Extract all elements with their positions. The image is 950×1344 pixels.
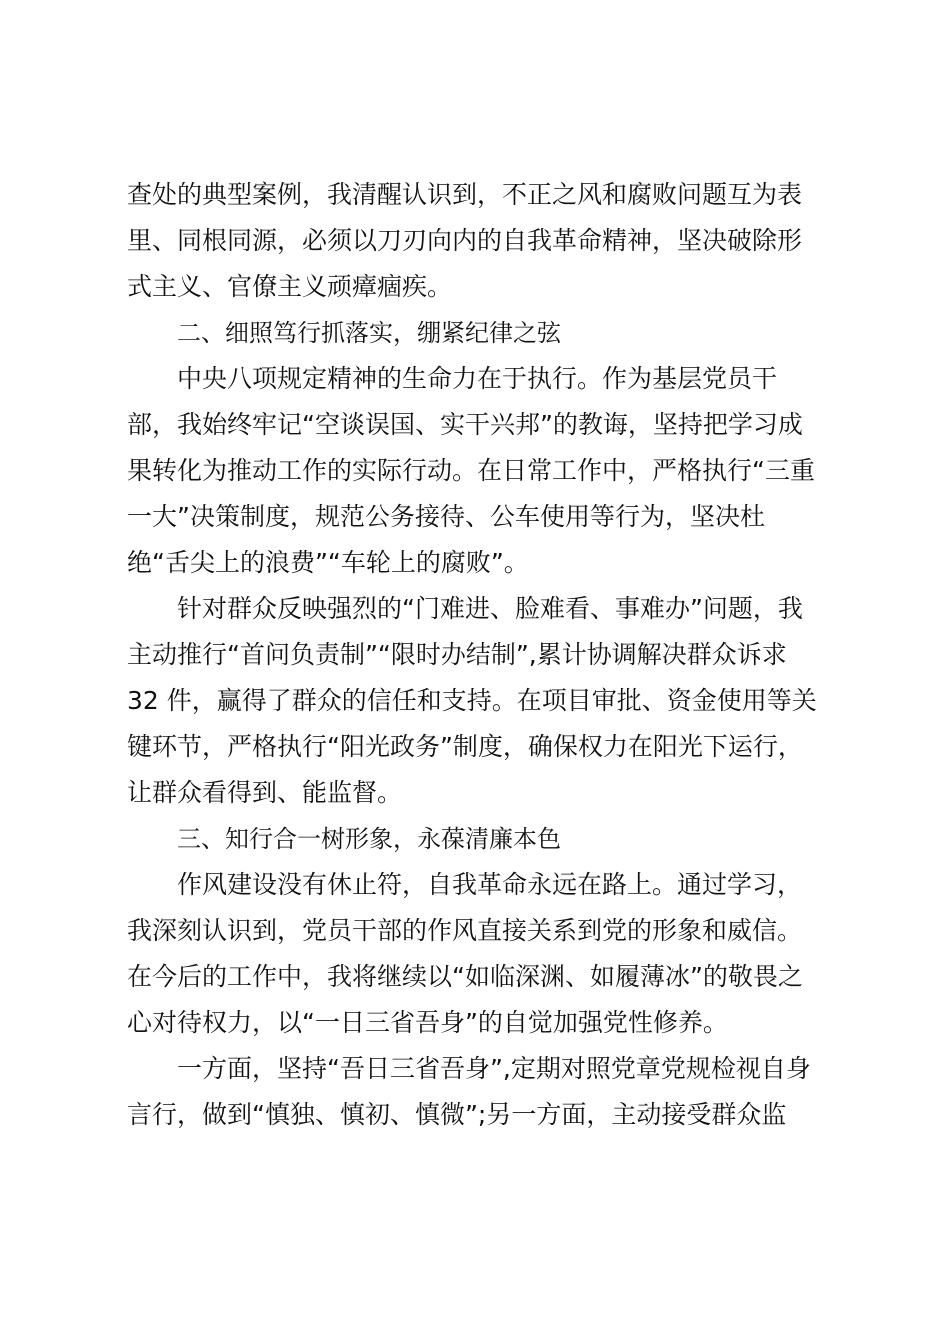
section-heading-2: 二、细照笃行抓落实，绷紧纪律之弦 xyxy=(177,319,561,347)
section-heading-3: 三、知行合一树形象，永葆清廉本色 xyxy=(177,825,561,853)
paragraph-3 xyxy=(127,586,832,816)
text-line: 里、同根同源，必须以刀刃向内的自我革命精神，坚决破除形 xyxy=(127,226,803,255)
text-line: 键环节，严格执行“阳光政务”制度，确保权力在阳光下运行， xyxy=(127,732,803,761)
paragraph-4 xyxy=(127,862,832,1046)
text-line: 我深刻认识到，党员干部的作风直接关系到党的形象和威信。 xyxy=(127,916,803,945)
text-line: 式主义、官僚主义顽瘴痼疾。 xyxy=(127,272,453,301)
document-body xyxy=(127,172,832,1138)
text-line: 作风建设没有休止符，自我革命永远在路上。通过学习， xyxy=(177,870,803,899)
text-line: 绝“舌尖上的浪费”“车轮上的腐败”。 xyxy=(127,548,529,577)
paragraph-2 xyxy=(127,356,832,586)
text-line: 主动推行“首问负责制”“限时办结制”,累计协调解决群众诉求 xyxy=(127,640,787,669)
text-line: 中央八项规定精神的生命力在于执行。作为基层党员干 xyxy=(177,364,778,393)
text-line: 一大”决策制度，规范公务接待、公车使用等行为，坚决杜 xyxy=(127,502,765,531)
text-line: 在今后的工作中，我将继续以“如临深渊、如履薄冰”的敬畏之 xyxy=(127,962,803,991)
text-line: 让群众看得到、能监督。 xyxy=(127,778,403,807)
text-line: 言行，做到“慎独、慎初、慎微”;另一方面，主动接受群众监 xyxy=(127,1100,787,1129)
text-line: 心对待权力，以“一日三省吾身”的自觉加强党性修养。 xyxy=(127,1008,728,1037)
paragraph-5 xyxy=(127,1046,832,1138)
text-line: 32 件，赢得了群众的信任和支持。在项目审批、资金使用等关 xyxy=(127,686,817,715)
text-line: 一方面，坚持“吾日三省吾身”,定期对照党章党规检视自身 xyxy=(177,1054,811,1083)
text-line: 部，我始终牢记“空谈误国、实干兴邦”的教诲，坚持把学习成 xyxy=(127,410,803,439)
paragraph-1 xyxy=(127,172,832,310)
text-line: 针对群众反映强烈的“门难进、脸难看、事难办”问题，我 xyxy=(177,594,803,623)
text-line: 果转化为推动工作的实际行动。在日常工作中，严格执行“三重 xyxy=(127,456,815,485)
text-line: 查处的典型案例，我清醒认识到，不正之风和腐败问题互为表 xyxy=(127,180,803,209)
